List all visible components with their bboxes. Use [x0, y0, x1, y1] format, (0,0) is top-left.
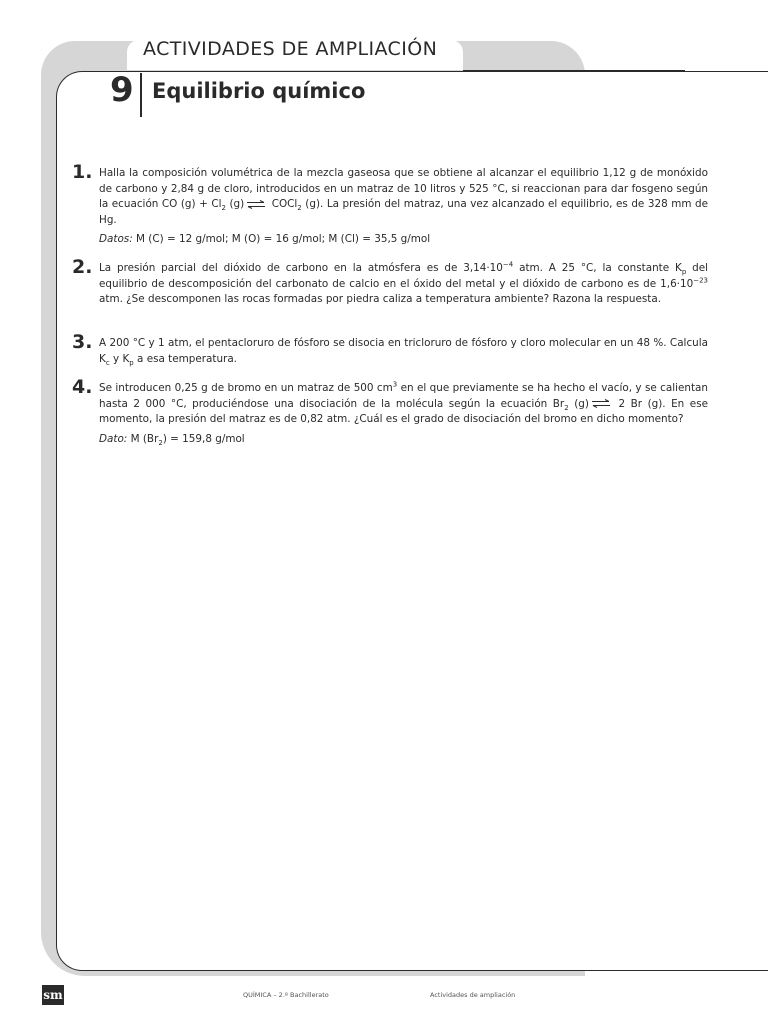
unit-title: Equilibrio químico	[152, 79, 366, 103]
exercise-number: 2.	[72, 256, 93, 278]
exercise-statement: Se introducen 0,25 g de bromo en un matraz de 500 $cm^3$ en el que previamente se ha hecho el vacío, y se calientan hasta 2 000 °C, produciéndose una disociación de la molécula según la ecuación $Br_2$ (g) 2 Br (g). En ese momento, la presión del matraz es de 0,82 atm. ¿Cuál es el grado de disociación del bromo en dicho momento?	[99, 380, 709, 426]
title-divider	[140, 73, 142, 117]
exercise-number: 4.	[72, 376, 93, 398]
exercise-number: 1.	[72, 161, 93, 183]
exercise-statement: Halla la composición volumétrica de la mezcla gaseosa que se obtiene al alcanzar el equilibrio 1,12 g de monóxido de carbono y 2,84 g de cloro, introducidos en un matraz de 10 litros y 525 °C, si reaccionan para dar fosgeno según la ecuación CO $(g) + Cl_2$ (g) COCl$_2$ (g). La presión del matraz, una vez alcanzado el equilibrio, es de 328 mm de Hg.	[99, 167, 708, 226]
exercise-number: 3.	[72, 331, 93, 353]
exercise-4	[72, 376, 709, 447]
equilibrium-arrow-icon	[246, 200, 266, 209]
exercise-2	[72, 256, 708, 308]
unit-number: 9	[110, 70, 134, 110]
exercise-statement: A 200 °C y 1 atm, el pentacloruro de fósforo se disocia en tricloruro de fósforo y cloro molecular en un 48 %. Calcula $K_c$ y $K_p$ a esa temperatura.	[99, 337, 708, 367]
footer-section: Actividades de ampliación	[430, 991, 516, 999]
exercise-1	[72, 161, 708, 248]
exercise-3	[72, 331, 708, 367]
exercise-data: Datos: M (C) = 12 g/mol; M (O) = 16 g/mol; M (Cl) = 35,5 g/mol	[99, 233, 431, 246]
footer-subject: QUÍMICA – 2.º Bachillerato	[243, 991, 329, 999]
header-rule	[463, 70, 685, 72]
equilibrium-arrow-icon	[591, 399, 611, 408]
publisher-logo: sm	[42, 985, 64, 1005]
header-label: ACTIVIDADES DE AMPLIACIÓN	[143, 38, 438, 60]
exercise-statement: La presión parcial del dióxido de carbono en la atmósfera es de $3,14\cdot 10^{-4}$ atm. A 25 °C, la constante $K_p$ del equilibrio de descomposición del carbonato de calcio en el óxido del metal y el dióxido de carbono es de $1,6\cdot 10^{-23}$ atm. ¿Se descomponen las rocas formadas por piedra caliza a temperatura ambiente? Razona la respuesta.	[99, 260, 708, 306]
exercise-data: Dato: M $(Br_2) = 159,8$ g/mol	[99, 432, 245, 447]
